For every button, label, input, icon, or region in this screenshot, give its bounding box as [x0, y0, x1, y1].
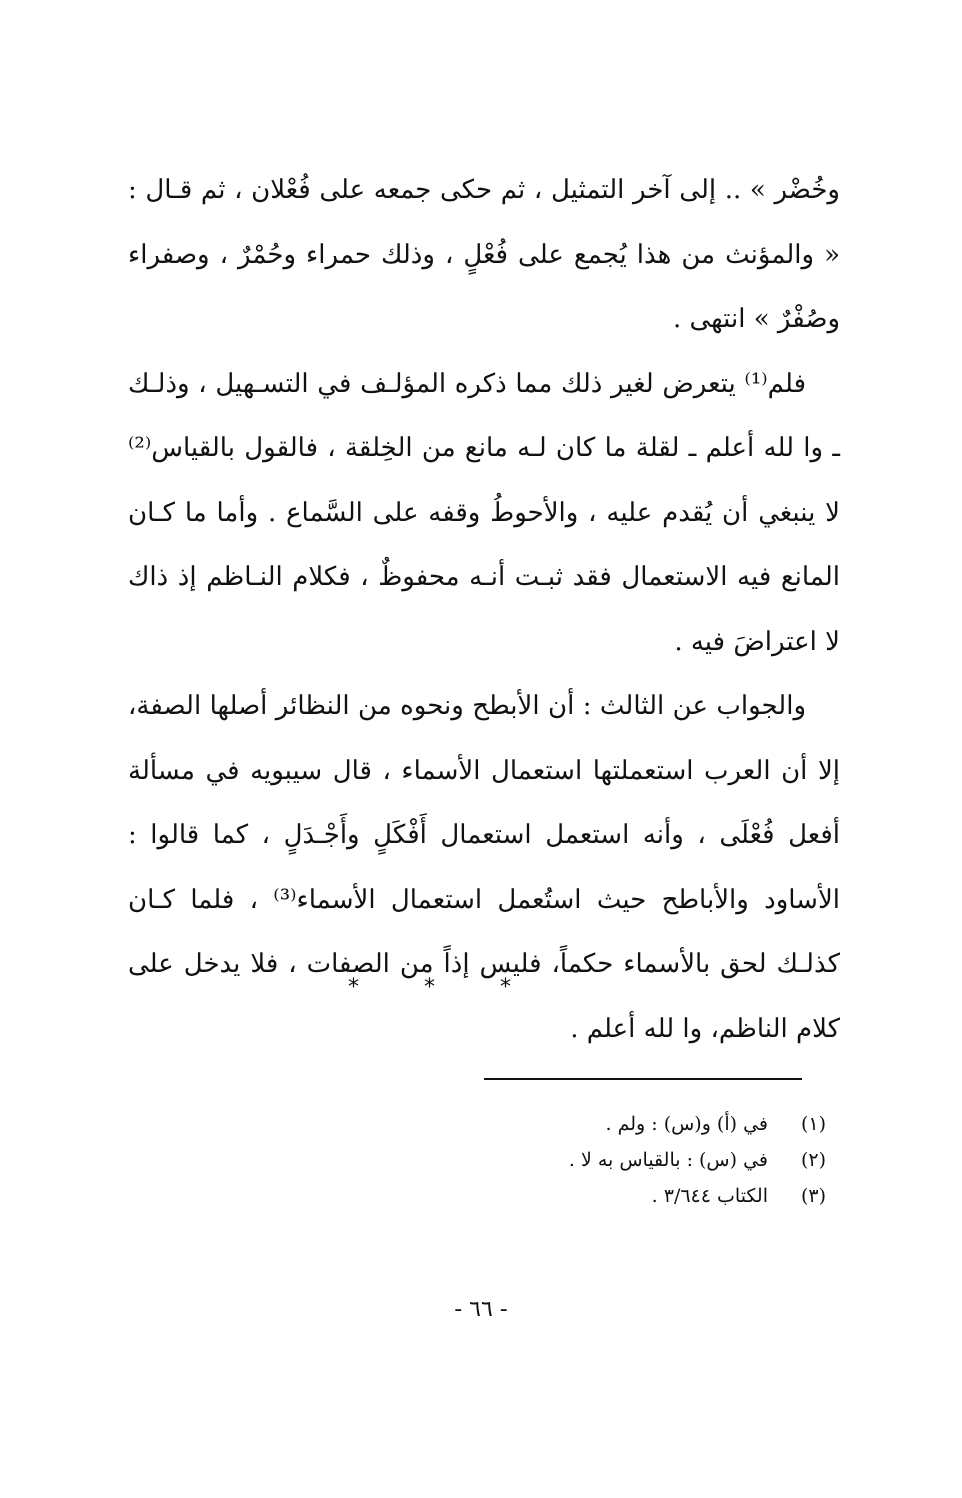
footnote-item: [306, 1142, 826, 1178]
footnote-text: الكتاب ٣/٦٤٤ .: [651, 1185, 768, 1207]
paragraph-3: والجواب عن الثالث : أن الأبطح ونحوه من النظائر أصلها الصفة، إلا أن العرب استعملتها استعمال الأسماء ، قال سيبويه في مسألة أفعل فُعْلَى ، وأنه استعمل استعمال أَفْكَلٍ وأَجْـدَلٍ ، كما قالوا : الأساود والأباطح حيث استُعمل استعمال الأسماء⁽³⁾ ، فلما كـان كذلـك لحق بالأسماء حكماً، فليس إذاً من الصفات ، فلا يدخل على كلام الناظم، وا لله أعلم .: [128, 691, 841, 1044]
separator-star-icon: *: [424, 975, 435, 1000]
footnote-number: (١): [800, 1113, 826, 1135]
section-separator: [0, 968, 962, 1008]
footnotes: [306, 1106, 826, 1214]
paragraph-1: وخُضْر » .. إلى آخر التمثيل ، ثم حكى جمعه على فُعْلان ، ثم قـال : « والمؤنث من هذا يُجمع على فُعْلٍ ، وذلك حمراء وحُمْرٌ ، وصفراء وصُفْرٌ » انتهى .: [128, 175, 840, 334]
footnote-item: [306, 1106, 826, 1142]
footnote-divider: [484, 1078, 802, 1080]
main-text: [128, 158, 840, 1061]
footnote-text: في (س) : بالقياس به لا .: [568, 1149, 768, 1171]
page-number: - ٦٦ -: [454, 1297, 508, 1322]
footnote-number: (٢): [800, 1149, 826, 1171]
separator-star-icon: *: [348, 975, 359, 1000]
footnote-number: (٣): [800, 1185, 826, 1207]
footnote-text: في (أ) و(س) : ولم .: [605, 1113, 768, 1135]
paragraph-2: فلم⁽¹⁾ يتعرض لغير ذلك مما ذكره المؤلـف في التسـهيل ، وذلـك ـ وا لله أعلم ـ لقلة ما كان لـه مانع من الخِلقة ، فالقول بالقياس⁽²⁾ لا ينبغي أن يُقدم عليه ، والأحوطُ وقفه على السَّماع . وأما ما كـان المانع فيه الاستعمال فقد ثبـت أنـه محفوظٌ ، فكلام النـاظم إذ ذاك لا اعتراضَ فيه .: [128, 368, 840, 657]
separator-star-icon: *: [500, 975, 511, 1000]
footnote-item: [306, 1178, 826, 1214]
